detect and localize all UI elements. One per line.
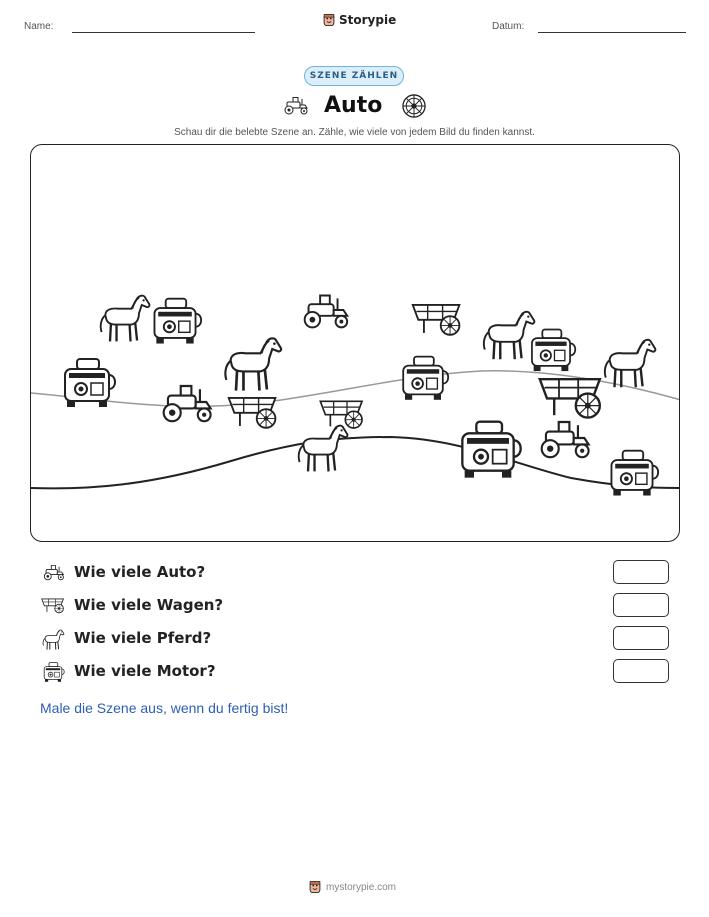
tractor-icon (280, 94, 310, 116)
brand-logo (322, 13, 396, 27)
badge-scene-count: SZENE ZÄHLEN (304, 66, 404, 86)
question-text: Wie viele Pferd? (74, 629, 212, 647)
scene-item-wagon (225, 391, 281, 431)
footer-url[interactable]: mystorypie.com (326, 881, 397, 893)
scene-item-motor (147, 295, 203, 351)
storypie-mascot-icon (308, 880, 322, 894)
question-row (40, 595, 670, 619)
wagon-icon (40, 595, 66, 615)
name-line[interactable] (72, 32, 255, 33)
question-text: Wie viele Auto? (74, 563, 206, 581)
date-label: Datum: (492, 21, 525, 32)
scene-item-tractor (531, 415, 595, 461)
counting-scene (30, 144, 680, 542)
answer-box-motor[interactable] (613, 659, 669, 683)
instructions: Schau dir die belebte Szene an. Zähle, wie viele von jedem Bild du finden kannst. (174, 127, 535, 138)
brand-name: Storypie (339, 13, 397, 27)
question-text: Wie viele Motor? (74, 662, 216, 680)
scene-item-tractor (153, 379, 217, 425)
name-label: Name: (24, 21, 54, 32)
page-title: Auto (324, 93, 383, 118)
date-line[interactable] (538, 32, 686, 33)
question-row (40, 562, 670, 586)
answer-box-wagen[interactable] (613, 593, 669, 617)
scene-item-horse (293, 421, 351, 477)
storypie-mascot-icon (322, 13, 336, 27)
scene-item-motor (603, 447, 661, 503)
question-text: Wie viele Wagen? (74, 596, 224, 614)
scene-item-motor (453, 417, 523, 487)
footer (308, 880, 396, 894)
scene-item-wagon (535, 371, 607, 421)
scene-item-motor (57, 355, 117, 415)
scene-item-motor (395, 353, 451, 407)
wheel-icon (401, 93, 427, 119)
scene-item-wagon (409, 299, 465, 337)
answer-box-auto[interactable] (613, 560, 669, 584)
motor-icon (40, 661, 66, 685)
scene-item-tractor (295, 289, 353, 331)
question-row (40, 661, 670, 685)
answer-box-pferd[interactable] (613, 626, 669, 650)
scene-item-horse (217, 333, 287, 397)
coloring-note: Male die Szene aus, wenn du fertig bist! (40, 700, 289, 716)
tractor-icon (40, 562, 66, 582)
question-row (40, 628, 670, 652)
horse-icon (40, 628, 66, 652)
